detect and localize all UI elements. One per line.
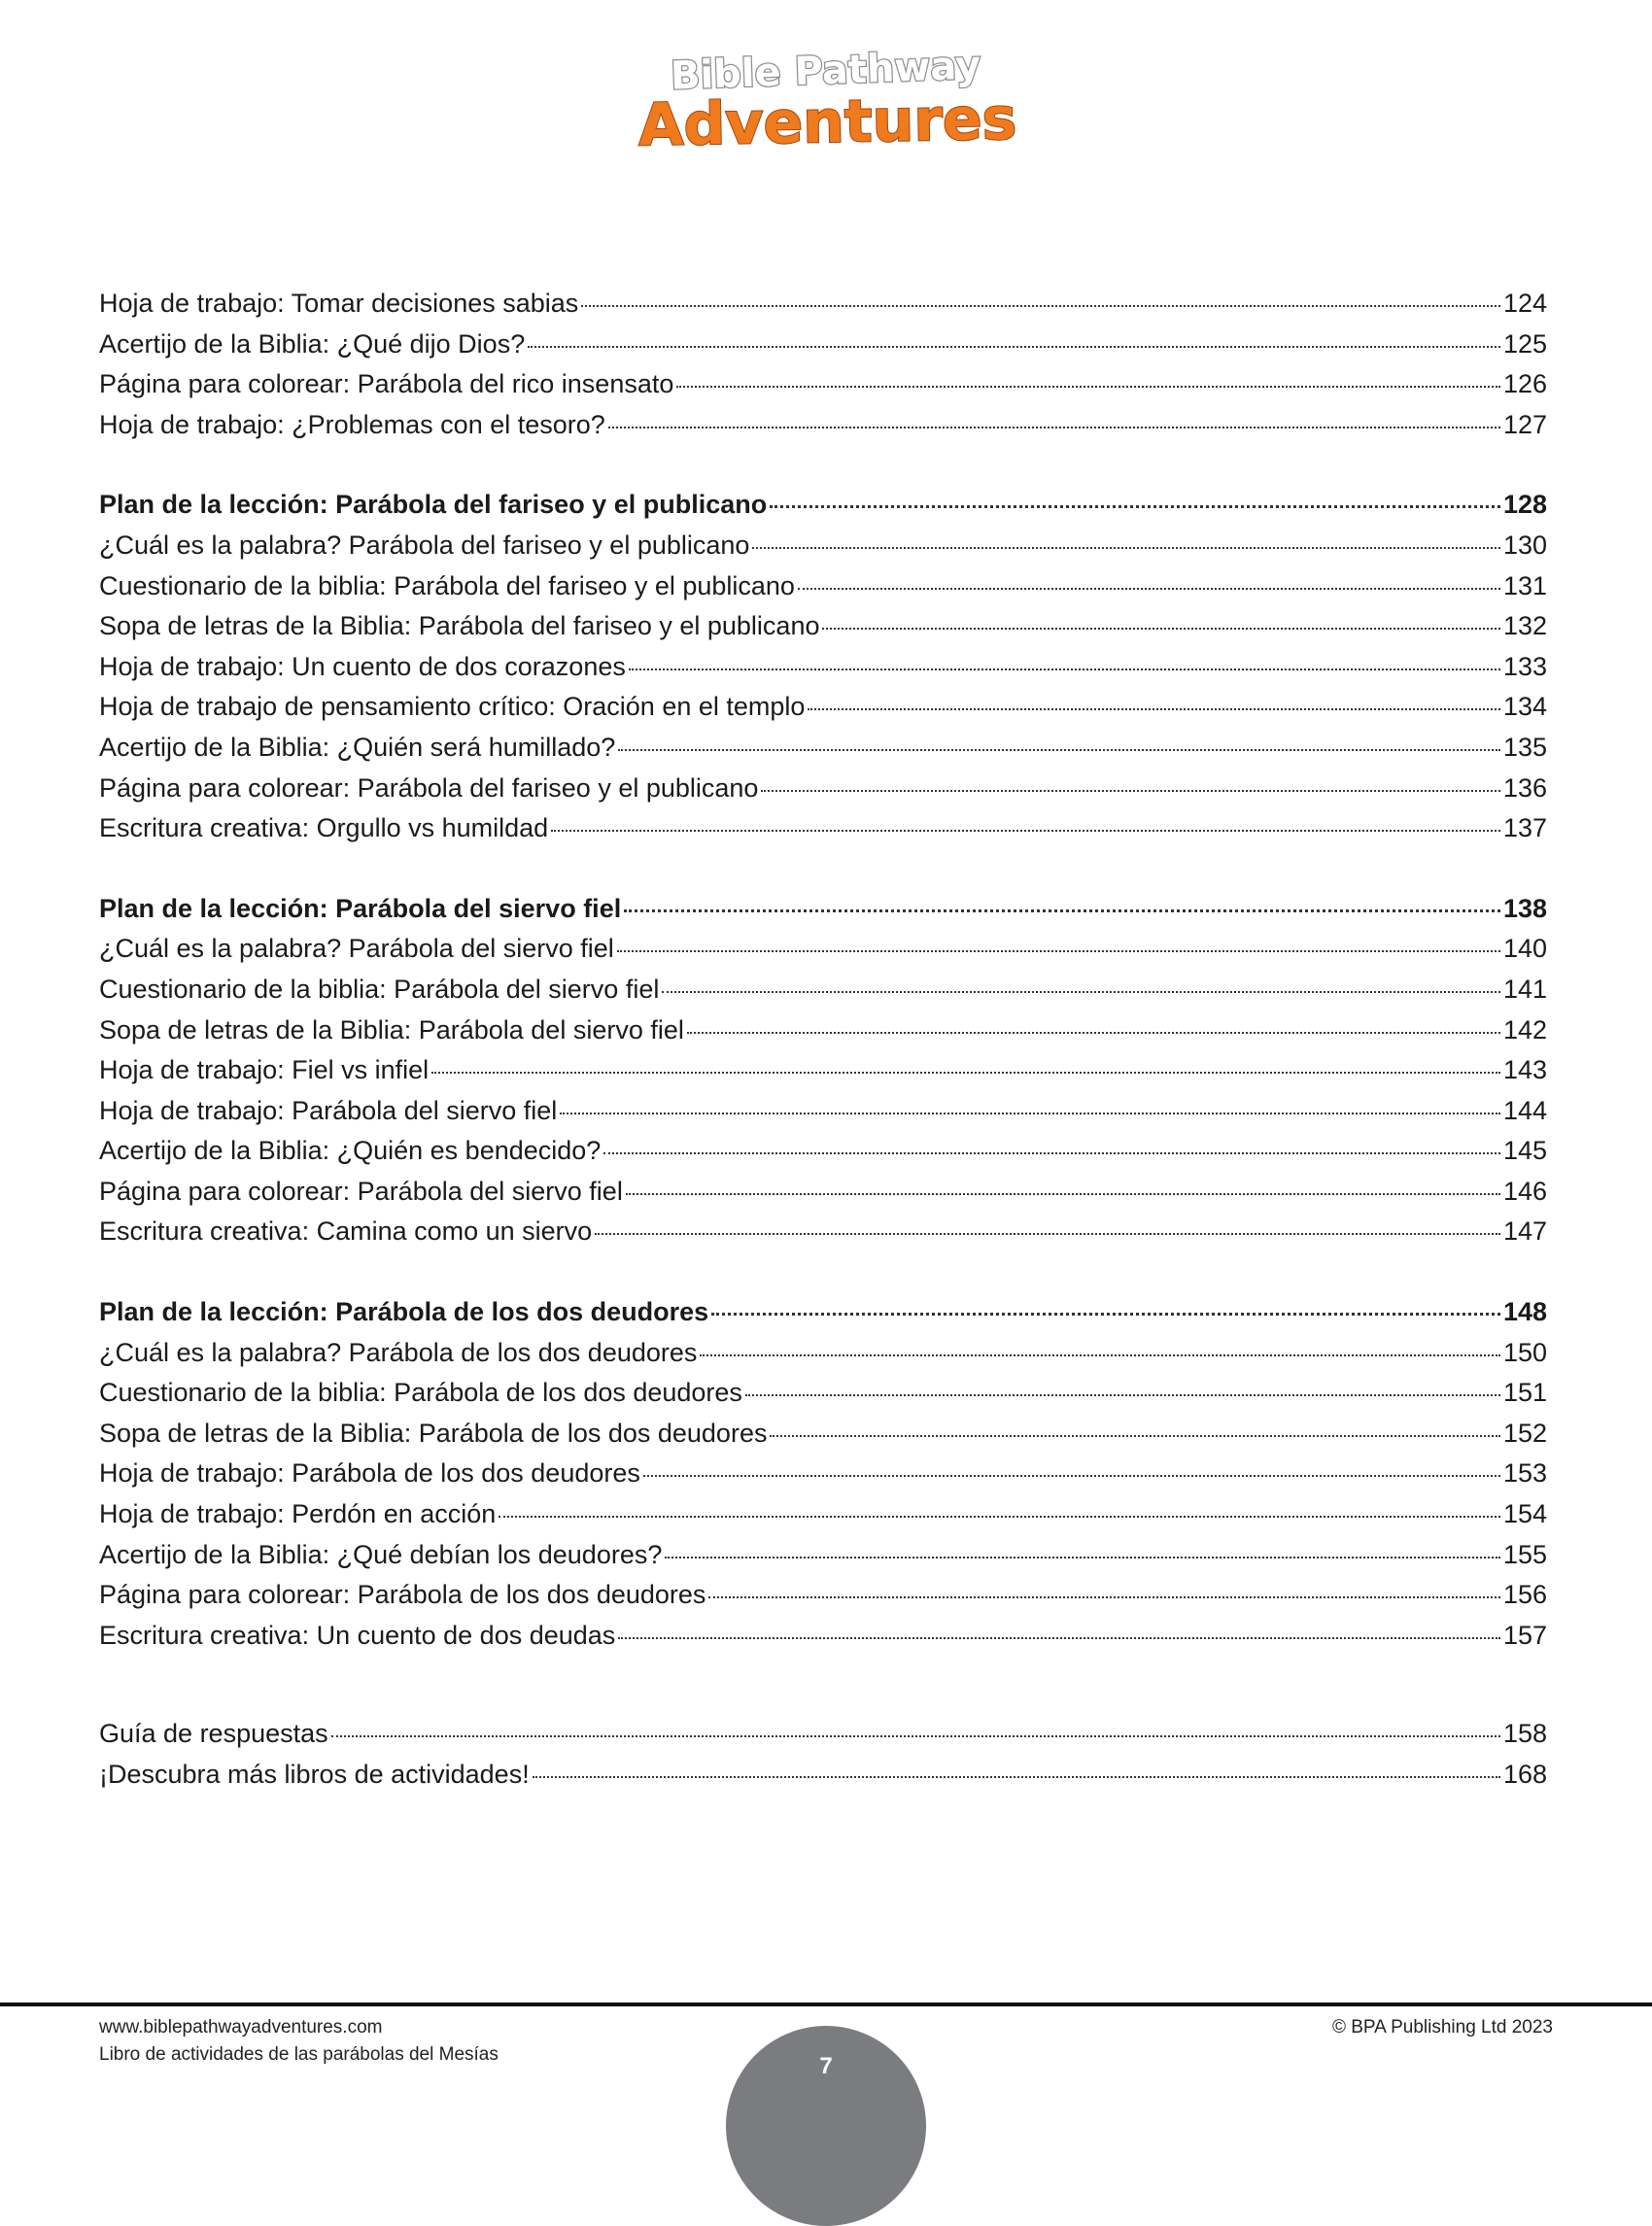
toc-entry-title: Guía de respuestas	[99, 1719, 328, 1749]
toc-entry-title: Cuestionario de la biblia: Parábola del fariseo y el publicano	[99, 570, 795, 600]
toc-entry-title: Hoja de trabajo de pensamiento crítico: Oración en el templo	[99, 692, 806, 722]
toc-dot-leader	[752, 543, 1500, 549]
toc-page-number: 146	[1502, 1176, 1547, 1206]
toc-page-number: 147	[1502, 1216, 1547, 1247]
toc-entry	[99, 364, 1547, 405]
footer-divider	[0, 2003, 1652, 2006]
toc-entry-title: Escritura creativa: Orgullo vs humildad	[99, 813, 549, 843]
toc-page-number: 134	[1502, 692, 1547, 722]
toc-page-number: 153	[1502, 1458, 1547, 1489]
toc-entry	[99, 1454, 1547, 1494]
toc-entry-title: Acertijo de la Biblia: ¿Quién es bendecido?	[99, 1136, 602, 1166]
toc-entry-title: ¡Descubra más libros de actividades!	[99, 1760, 530, 1789]
toc-page-number: 141	[1502, 974, 1547, 1004]
toc-dot-leader	[662, 987, 1500, 993]
toc-page-number: 156	[1502, 1580, 1547, 1610]
toc-entry-title: Cuestionario de la biblia: Parábola del siervo fiel	[99, 974, 660, 1004]
toc-entry	[99, 769, 1547, 809]
page-number: 7	[819, 2053, 833, 2079]
toc-dot-leader	[708, 1592, 1500, 1598]
toc-entry-title: Hoja de trabajo: Perdón en acción	[99, 1499, 497, 1529]
toc-page-number: 127	[1502, 409, 1547, 439]
toc-entry-title: Plan de la lección: Parábola del siervo fiel	[99, 893, 622, 923]
toc-entry-title: Acertijo de la Biblia: ¿Qué dijo Dios?	[99, 328, 526, 359]
toc-section	[99, 889, 1547, 1252]
toc-dot-leader	[665, 1553, 1500, 1558]
toc-dot-leader	[643, 1471, 1500, 1477]
toc-dot-leader	[745, 1390, 1500, 1396]
toc-entry-title: Sopa de letras de la Biblia: Parábola del siervo fiel	[99, 1014, 684, 1045]
publisher-logo	[0, 37, 1652, 163]
toc-dot-leader	[603, 1148, 1500, 1154]
toc-section	[99, 1714, 1547, 1795]
toc-page-number: 136	[1502, 772, 1547, 803]
toc-page-number: 131	[1502, 570, 1547, 600]
toc-entry	[99, 728, 1547, 769]
toc-page-number: 133	[1502, 651, 1547, 681]
toc-entry	[99, 325, 1547, 365]
toc-entry-title: Sopa de letras de la Biblia: Parábola de los dos deudores	[99, 1418, 768, 1448]
toc-dot-leader	[700, 1351, 1500, 1356]
toc-entry-title: Página para colorear: Parábola del siervo fiel	[99, 1176, 623, 1206]
toc-entry-title: ¿Cuál es la palabra? Parábola de los dos deudores	[99, 1337, 698, 1367]
toc-entry	[99, 1494, 1547, 1535]
toc-section	[99, 1292, 1547, 1656]
toc-entry-title: Hoja de trabajo: Tomar decisiones sabias	[99, 289, 579, 318]
toc-entry	[99, 1091, 1547, 1132]
toc-dot-leader	[770, 1431, 1499, 1437]
toc-entry	[99, 808, 1547, 849]
toc-entry-title: Acertijo de la Biblia: ¿Qué debían los deudores?	[99, 1539, 663, 1569]
toc-dot-leader	[676, 382, 1500, 388]
toc-dot-leader	[499, 1512, 1500, 1518]
toc-entry	[99, 405, 1547, 446]
toc-entry-title: ¿Cuál es la palabra? Parábola del fariseo y el publicano	[99, 530, 750, 560]
table-of-contents	[99, 284, 1547, 1796]
toc-page-number: 154	[1502, 1499, 1547, 1529]
toc-entry	[99, 1755, 1547, 1796]
toc-entry	[99, 1172, 1547, 1213]
toc-dot-leader	[533, 1772, 1500, 1778]
toc-entry	[99, 1333, 1547, 1374]
toc-page-number: 124	[1502, 289, 1547, 318]
toc-entry	[99, 1212, 1547, 1252]
page-number-tab	[726, 2026, 926, 2226]
toc-entry	[99, 970, 1547, 1010]
toc-entry-title: Plan de la lección: Parábola de los dos deudores	[99, 1297, 709, 1327]
toc-entry-title: Escritura creativa: Camina como un siervo	[99, 1216, 593, 1247]
toc-page-number: 151	[1502, 1378, 1547, 1408]
toc-dot-leader	[626, 1189, 1500, 1195]
toc-entry	[99, 1010, 1547, 1051]
toc-page-number: 144	[1502, 1095, 1547, 1125]
toc-page-number: 145	[1502, 1136, 1547, 1166]
toc-dot-leader	[711, 1309, 1500, 1316]
logo-text-bottom: Adventures	[637, 85, 1017, 160]
toc-entry-title: Sopa de letras de la Biblia: Parábola del fariseo y el publicano	[99, 611, 820, 641]
toc-entry	[99, 1131, 1547, 1172]
toc-page-number: 148	[1502, 1297, 1547, 1327]
toc-page-number: 125	[1502, 328, 1547, 359]
toc-page-number: 135	[1502, 732, 1547, 762]
toc-dot-leader	[595, 1229, 1500, 1235]
toc-dot-leader	[551, 826, 1500, 832]
toc-page-number: 152	[1502, 1418, 1547, 1448]
toc-page-number: 137	[1502, 813, 1547, 843]
toc-page-number: 150	[1502, 1337, 1547, 1367]
toc-section	[99, 284, 1547, 445]
footer-website: www.biblepathwayadventures.com	[99, 2017, 383, 2038]
toc-entry	[99, 606, 1547, 647]
toc-entry-title: Plan de la lección: Parábola del fariseo y el publicano	[99, 490, 768, 520]
toc-entry-title: Escritura creativa: Un cuento de dos deudas	[99, 1620, 616, 1650]
toc-entry	[99, 929, 1547, 970]
toc-dot-leader	[618, 1633, 1500, 1639]
footer-left	[99, 2014, 499, 2069]
toc-page-number: 130	[1502, 530, 1547, 560]
toc-entry-title: Hoja de trabajo: Parábola de los dos deudores	[99, 1458, 640, 1489]
toc-dot-leader	[618, 745, 1500, 751]
toc-entry-title: Acertijo de la Biblia: ¿Quién será humillado?	[99, 732, 616, 762]
toc-dot-leader	[624, 906, 1500, 912]
toc-dot-leader	[798, 584, 1500, 590]
toc-entry-title: Cuestionario de la biblia: Parábola de los dos deudores	[99, 1378, 742, 1408]
toc-entry	[99, 526, 1547, 566]
toc-page-number: 142	[1502, 1014, 1547, 1045]
toc-entry	[99, 1535, 1547, 1576]
footer-copyright: © BPA Publishing Ltd 2023	[1331, 2017, 1553, 2038]
toc-dot-leader	[528, 342, 1500, 348]
toc-page-number: 155	[1502, 1539, 1547, 1569]
toc-dot-leader	[629, 665, 1500, 670]
toc-entry	[99, 647, 1547, 688]
toc-dot-leader	[770, 501, 1500, 508]
toc-dot-leader	[822, 624, 1499, 630]
toc-dot-leader	[617, 946, 1500, 952]
toc-entry	[99, 1616, 1547, 1657]
toc-dot-leader	[687, 1028, 1500, 1034]
toc-entry-title: Hoja de trabajo: ¿Problemas con el tesoro?	[99, 409, 605, 439]
toc-section-heading	[99, 485, 1547, 526]
footer-book-title: Libro de actividades de las parábolas del Mesías	[99, 2044, 499, 2065]
toc-entry	[99, 566, 1547, 607]
toc-dot-leader	[581, 301, 1500, 307]
toc-entry-title: Página para colorear: Parábola de los dos deudores	[99, 1580, 706, 1610]
logo-text-top: Bible Pathway	[670, 43, 981, 99]
toc-dot-leader	[761, 786, 1500, 792]
toc-dot-leader	[431, 1068, 1500, 1074]
toc-section-heading	[99, 889, 1547, 930]
toc-page-number: 138	[1502, 893, 1547, 923]
toc-page-number: 168	[1502, 1760, 1547, 1789]
toc-page-number: 143	[1502, 1055, 1547, 1085]
toc-dot-leader	[608, 423, 1500, 428]
toc-page-number: 128	[1502, 490, 1547, 520]
toc-dot-leader	[331, 1731, 1500, 1737]
toc-dot-leader	[808, 704, 1500, 710]
toc-entry	[99, 284, 1547, 325]
toc-section	[99, 485, 1547, 848]
toc-entry-title: Hoja de trabajo: Fiel vs infiel	[99, 1055, 430, 1085]
toc-entry	[99, 687, 1547, 728]
toc-page-number: 140	[1502, 934, 1547, 964]
toc-entry-title: Página para colorear: Parábola del fariseo y el publicano	[99, 772, 759, 803]
toc-page-number: 157	[1502, 1620, 1547, 1650]
toc-entry-title: Hoja de trabajo: Parábola del siervo fiel	[99, 1095, 558, 1125]
toc-page-number: 126	[1502, 369, 1547, 399]
toc-entry	[99, 1714, 1547, 1755]
toc-entry	[99, 1414, 1547, 1455]
logo-graphic	[637, 37, 1017, 163]
toc-dot-leader	[560, 1109, 1500, 1114]
toc-page-number: 158	[1502, 1719, 1547, 1749]
toc-entry-title: Hoja de trabajo: Un cuento de dos corazones	[99, 651, 626, 681]
toc-entry-title: ¿Cuál es la palabra? Parábola del siervo fiel	[99, 934, 614, 964]
toc-page-number: 132	[1502, 611, 1547, 641]
toc-entry	[99, 1373, 1547, 1414]
toc-section-heading	[99, 1292, 1547, 1333]
toc-entry	[99, 1575, 1547, 1616]
toc-entry	[99, 1050, 1547, 1091]
toc-entry-title: Página para colorear: Parábola del rico insensato	[99, 369, 674, 399]
